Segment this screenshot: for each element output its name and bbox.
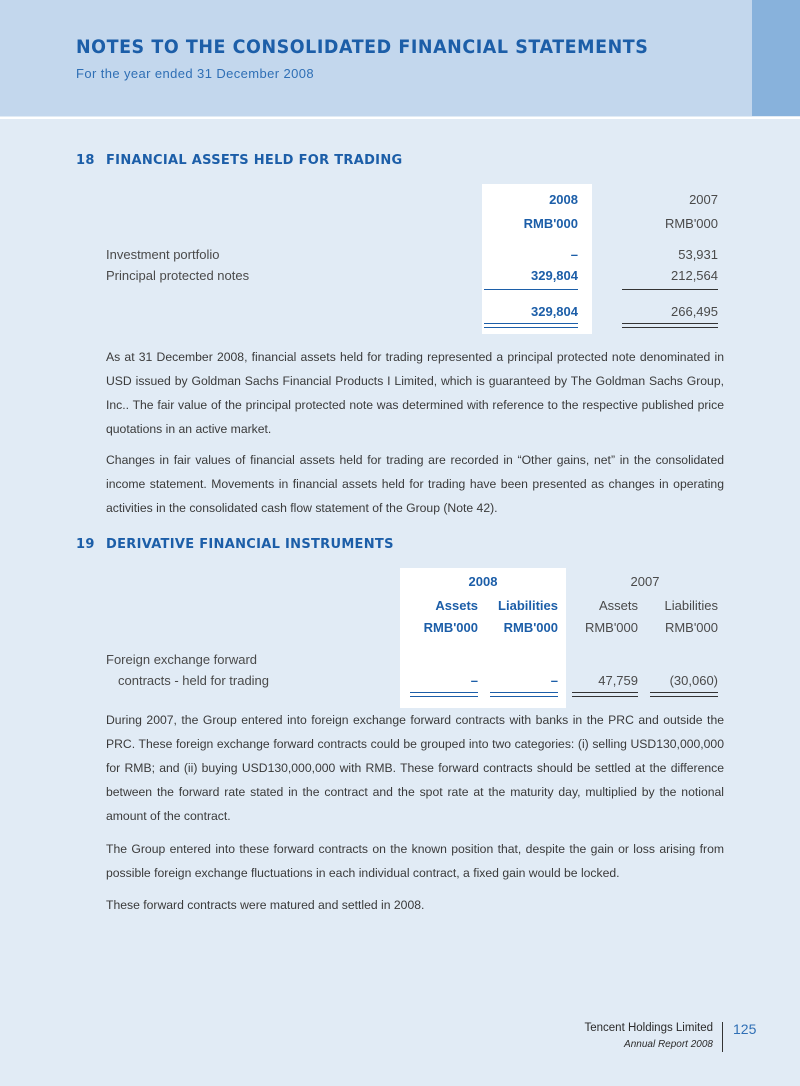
- section-19-paragraph-3: These forward contracts were matured and settled in 2008.: [106, 898, 425, 912]
- page-header: [0, 0, 752, 116]
- double-rule-assets-2008-b: [410, 696, 478, 697]
- double-rule-liabilities-2007-a: [650, 692, 718, 693]
- footer-company-name: Tencent Holdings Limited: [584, 1022, 713, 1034]
- page-title: NOTES TO THE CONSOLIDATED FINANCIAL STATEMENTS: [76, 36, 649, 58]
- footer-report-name: Annual Report 2008: [624, 1039, 713, 1050]
- total-double-rule-2008-a: [484, 323, 578, 324]
- double-rule-assets-2007-a: [572, 692, 638, 693]
- double-rule-liabilities-2007-b: [650, 696, 718, 697]
- double-rule-liabilities-2008-a: [490, 692, 558, 693]
- col-2007-unit: RMB'000: [664, 216, 718, 231]
- col-2008-unit: RMB'000: [523, 216, 578, 231]
- header-divider: [0, 117, 800, 119]
- section-19-paragraph-2: The Group entered into these forward contracts on the known position that, despite the gain or loss arising from possible foreign exchange fluctuations in each individual contract, a fixed gain would be locked.: [106, 842, 724, 880]
- section-19-heading: [76, 537, 394, 552]
- section-18-number: 18: [76, 153, 95, 168]
- row-label-line-2: contracts - held for trading: [118, 673, 270, 688]
- page-number: 125: [733, 1021, 757, 1037]
- row-principal-protected-notes-2008: 329,804: [531, 268, 578, 283]
- double-rule-assets-2008-a: [410, 692, 478, 693]
- liabilities-2007-value: (30,060): [669, 673, 718, 688]
- assets-2008-value: –: [470, 673, 478, 688]
- unit-liabilities-2008: RMB'000: [503, 620, 558, 635]
- row-investment-portfolio-2007: 53,931: [678, 247, 718, 262]
- subtotal-rule-2007: [622, 289, 718, 290]
- col-2008-year: 2008: [549, 192, 578, 207]
- col-liabilities-2007: Liabilities: [664, 598, 718, 613]
- col-liabilities-2008: Liabilities: [498, 598, 558, 613]
- footer-divider: [722, 1022, 723, 1052]
- double-rule-assets-2007-b: [572, 696, 638, 697]
- section-18-paragraph-2: Changes in fair values of financial assets held for trading are recorded in “Other gains, net” in the consolidated income statement. Movements in financial assets held for trading have been presented as changes in operating activities in the consolidated cash flow statement of the Group (Note 42).: [106, 453, 724, 515]
- unit-liabilities-2007: RMB'000: [664, 620, 718, 635]
- section-19-number: 19: [76, 537, 95, 552]
- unit-assets-2007: RMB'000: [584, 620, 638, 635]
- section-19-title: DERIVATIVE FINANCIAL INSTRUMENTS: [106, 537, 394, 552]
- year-2007-header: 2007: [630, 574, 660, 589]
- subtotal-rule-2008: [484, 289, 578, 290]
- row-label-line-1: Foreign exchange forward: [106, 652, 258, 667]
- row-label-principal-protected-notes: Principal protected notes: [106, 268, 250, 283]
- double-rule-liabilities-2008-b: [490, 696, 558, 697]
- liabilities-2008-value: –: [550, 673, 558, 688]
- page-subtitle: For the year ended 31 December 2008: [76, 66, 315, 81]
- col-2007-year: 2007: [689, 192, 718, 207]
- total-2008: 329,804: [531, 304, 578, 319]
- year-2008-header: 2008: [468, 574, 498, 589]
- row-investment-portfolio-2008: –: [570, 247, 578, 262]
- assets-2007-value: 47,759: [598, 673, 638, 688]
- row-principal-protected-notes-2007: 212,564: [671, 268, 718, 283]
- total-2007: 266,495: [671, 304, 718, 319]
- row-label-investment-portfolio: Investment portfolio: [106, 247, 220, 262]
- section-18-paragraph-1: As at 31 December 2008, financial assets held for trading represented a principal protected note denominated in USD issued by Goldman Sachs Financial Products I Limited, which is guaranteed by The Goldman Sachs Group, Inc.. The fair value of the principal protected note was determined with reference to the respective published price quotations in an active market.: [106, 350, 724, 436]
- total-double-rule-2008-b: [484, 327, 578, 328]
- total-double-rule-2007-b: [622, 327, 718, 328]
- header-accent-strip: [752, 0, 800, 116]
- total-double-rule-2007-a: [622, 323, 718, 324]
- section-19-paragraph-1: During 2007, the Group entered into foreign exchange forward contracts with banks in the PRC and outside the PRC. These foreign exchange forward contracts could be grouped into two categories: (i) selling USD130,000,000 for RMB; and (ii) buying USD130,000,000 with RMB. These forward contracts should be settled at the difference between the forward rate stated in the contract and the spot rate at the maturity day, multiplied by the notional amount of the contract.: [106, 713, 724, 823]
- col-assets-2008: Assets: [435, 598, 478, 613]
- section-18-title: FINANCIAL ASSETS HELD FOR TRADING: [106, 153, 403, 168]
- unit-assets-2008: RMB'000: [423, 620, 478, 635]
- section-18-heading: [76, 153, 402, 168]
- col-assets-2007: Assets: [598, 598, 638, 613]
